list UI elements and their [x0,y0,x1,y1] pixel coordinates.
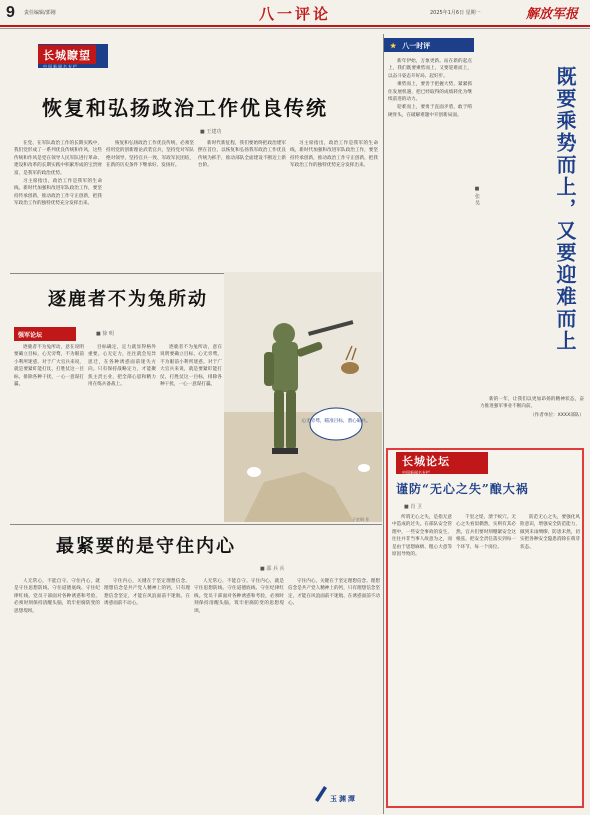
paragraph: 习主席指出，政治工作是我军的生命线。新时代加强和改进军队政治工作，要坚持传承创新，推动政治工作守正创新，把我军政治工作的独特优势充分发挥出来。 [290,141,378,169]
second-column-1 [14,344,84,522]
column-divider [383,34,384,814]
star-icon: ★ [390,43,397,50]
byline-bottom: 玉 渊 潭 [330,796,355,803]
boxed-badge [396,452,488,474]
third-headline: 最紧要的是守住内心 [56,536,236,557]
illustration-caption: 于宏纲 作 [352,517,370,522]
paragraph: 迎难而上，要勇于直面矛盾，敢于啃硬骨头，在破解难题中开创新局面。 [388,105,472,118]
boxed-headline: 谨防“无心之失”酿大祸 [396,482,529,496]
sidebar-headline: 既要乘势而上，又要迎难而上 [553,66,577,352]
paragraph: 恢复和弘扬政治工作优良传统，必须坚持用党的创新理论武装官兵，坚持党对军队绝对领导，坚持官兵一致、军政军民团结，在新的历史条件下继承好、发扬好。 [106,141,194,169]
paragraph: 所谓无心之失，是指无意中造成的过失。在部队安全管理中，一些安全事故的发生，往往并非当事人故意为之，而是由于思想麻痹、粗心大意等原因导致的。 [392,515,452,558]
paragraph: 逐鹿者不为兔所动，意在说明要确立目标，心无旁骛，不为眼前小利所迷惑。对于广大官兵来说，就是要紧盯能打仗、打胜仗这一目标，排除各种干扰，一心一意谋打赢。 [14,345,84,388]
boxed-column-2 [456,514,516,802]
main-author: ■ 王建功 [200,129,222,135]
paragraph: 乘势而上，要善于把握大势，紧紧抓住发展机遇，把已经取得的成绩转化为继续前进的动力。 [388,82,472,103]
third-column-1 [14,578,100,808]
boxed-badge-subtitle: 中国新闻名专栏 [402,470,430,475]
editor-line: 责任编辑/郭刚 [24,10,56,16]
paragraph: 目标确定，定力就显得格外重要。心无定力，往往就会见异思迁，在各种诱惑面前迷失方向。只有保持战略定力，才能聚焦主责主业，把全部心思和精力用在练兵备战上。 [88,345,156,388]
illustration-soldier [224,272,382,522]
page-number: 9 [6,4,15,21]
header-rule-thin [0,28,590,29]
paragraph: 新的一年，让我们以更加昂扬的精神状态，奋力推进强军事业不断向前。 [480,397,584,410]
main-headline: 恢复和弘扬政治工作优良传统 [42,96,328,120]
third-author: ■ 邵 兵 兵 [260,566,285,572]
column-badge-title: 长城瞭望 [38,45,96,64]
main-column-4 [290,140,378,270]
column-badge-subtitle: 中国新闻名专栏 [43,64,78,69]
sidebar-column-2 [480,396,584,444]
paragraph: 人无常心，不能自守。守住内心，就是守住思想防线、守住道德底线、守住纪律红线。党员干部面对各种诱惑和考验，必须时刻保持清醒头脑，筑牢拒腐防变的思想堤坝。 [14,579,100,614]
sidebar-tag [384,38,474,52]
second-badge: 强军论坛 [14,327,76,341]
boxed-column-3 [520,514,580,802]
second-column-3 [160,344,222,522]
sidebar-column-1 [388,58,472,444]
newspaper-logo: 解放军报 [526,7,579,22]
header-rule [0,25,590,27]
section-title: 八一评论 [258,5,331,23]
paragraph: 守住内心，关键在于坚定理想信念。理想信念是共产党人精神上的钙，只有理想信念坚定，才能在风浪面前不迷航、在诱惑面前不动心。 [288,579,380,607]
sidebar-author: ■ 张 昊 [474,186,480,206]
paragraph: 防范无心之失，要强化风险意识，增强安全防范能力，做到未雨绸缪、防患未然，切实把各种安全隐患消除在萌芽状态。 [520,515,580,550]
sidebar-credit: （作者单位：XXXX部队） [530,412,584,418]
paragraph: 习主席指出，政治工作是我军的生命线。新时代加强和改进军队政治工作，要坚持传承创新，推动政治工作守正创新，把我军政治工作的独特优势充分发挥出来。 [14,179,102,207]
paragraph: 守住内心，关键在于坚定理想信念。理想信念是共产党人精神上的钙，只有理想信念坚定，才能在风浪面前不迷航、在诱惑面前不动心。 [104,579,190,607]
paragraph: 在党、在军队政治工作的长期实践中，我们党形成了一系列优良传统和作风，这些传统和作风是党在领导人民军队进行革命、建设和改革的长期实践中积累形成的宝贵财富，是我军的政治优势。 [14,141,102,176]
pen-icon [312,782,328,802]
main-column-2 [106,140,194,270]
boxed-column-1 [392,514,452,802]
paragraph: 逐鹿者不为兔所动，意在说明要确立目标，心无旁骛，不为眼前小利所迷惑。对于广大官兵来说，就是要紧盯能打仗、打胜仗这一目标，排除各种干扰，一心一意谋打赢。 [160,345,222,388]
third-column-2 [104,578,190,808]
second-author: ■ 徐 明 [96,331,114,337]
main-column-3 [198,140,286,270]
main-column-1 [14,140,102,270]
boxed-badge-title: 长城论坛 [402,456,450,468]
column-badge [38,44,108,68]
sidebar-tag-label: 八一时评 [402,43,431,50]
second-headline: 逐鹿者不为兔所动 [48,289,208,310]
paragraph: 人无常心，不能自守。守住内心，就是守住思想防线、守住道德底线、守住纪律红线。党员干部面对各种诱惑和考验，必须时刻保持清醒头脑，筑牢拒腐防变的思想堤坝。 [194,579,284,614]
third-column-4 [288,578,380,778]
paragraph: 新时代新征程，我们要始终把政治建军摆在首位，以恢复和弘扬我军政治工作优良传统为抓手，推动部队全面建设不断迈上新台阶。 [198,141,286,169]
paragraph: 千里之堤，溃于蚁穴。无心之失看似偶然，实则有其必然。官兵们要时刻绷紧安全这根弦，把安全责任落实到每一个环节、每一个岗位。 [456,515,516,550]
third-column-3 [194,578,284,808]
second-column-2 [88,344,156,522]
paragraph: 新年伊始，万象更新。站在新的起点上，我们既要乘势而上，又要迎难而上，以奋斗姿态开好局、起好步。 [388,59,472,79]
speech-bubble-text: 心无旁骛，瞄准目标，潜心砺兵。 [301,419,371,424]
divider [10,524,382,525]
boxed-author: ■ 肖 卫 [404,504,422,510]
issue-date: 2025年1月6日 星期一 [430,10,481,16]
